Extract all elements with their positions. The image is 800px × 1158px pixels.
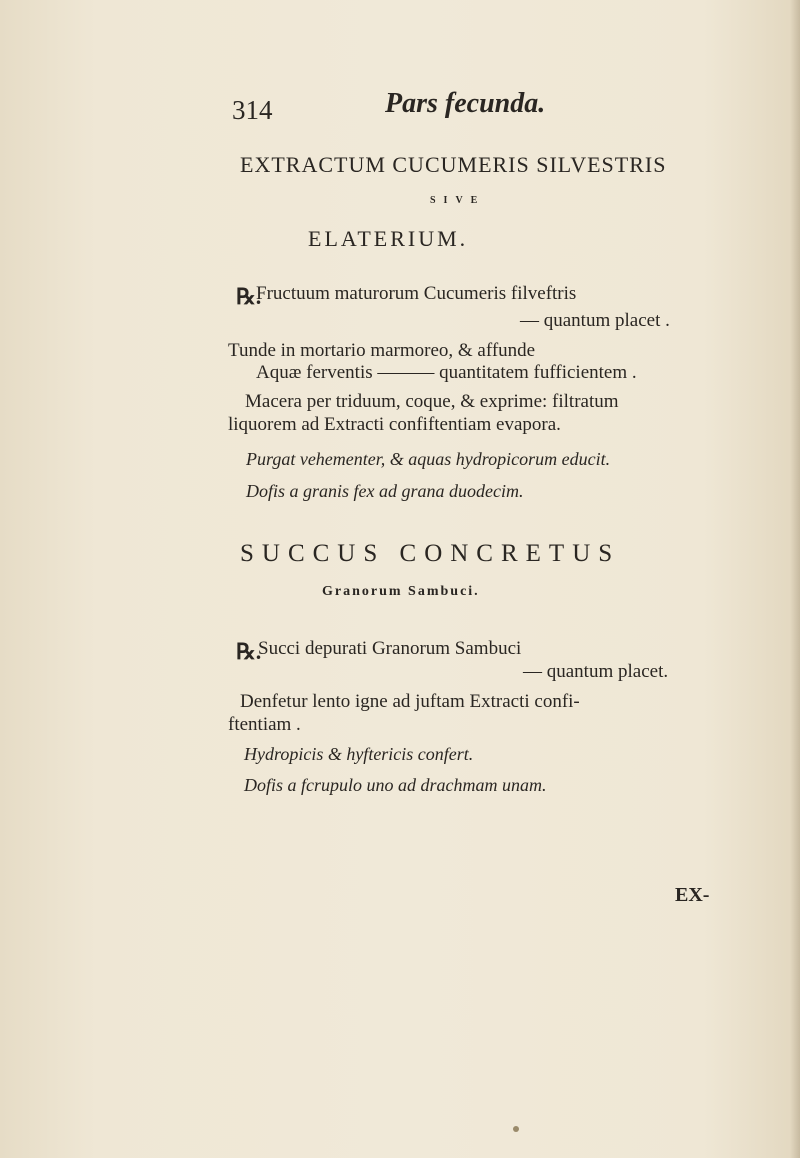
section-title-extractum: EXTRACTUM CUCUMERIS SILVESTRIS <box>240 152 667 177</box>
page-edge-shadow <box>790 0 800 1158</box>
text-line: Aquæ ferventis ——— quantitatem fufficientem . <box>256 362 637 383</box>
section-subtitle-elaterium: ELATERIUM. <box>308 226 469 251</box>
text-line: liquorem ad Extracti confiftentiam evapora. <box>228 414 561 435</box>
section-title-succus: SUCCUS CONCRETUS <box>240 540 621 567</box>
text-line: Macera per triduum, coque, & exprime: filtratum <box>245 391 619 412</box>
text-line: ftentiam . <box>228 714 301 735</box>
recipe-symbol: ℞. <box>236 284 262 309</box>
text-line: — quantum placet . <box>520 310 670 331</box>
text-line: — quantum placet. <box>523 661 669 682</box>
running-head: Pars fecunda. <box>385 88 546 119</box>
page-number: 314 <box>232 95 273 125</box>
sive-label: SIVE <box>430 195 486 206</box>
italic-line: Dofis a fcrupulo uno ad drachmam unam. <box>244 775 547 795</box>
recipe-symbol: ℞. <box>236 639 262 664</box>
ink-spot <box>513 1126 519 1132</box>
text-line: Succi depurati Granorum Sambuci <box>258 638 522 659</box>
italic-line: Dofis a granis fex ad grana duodecim. <box>246 481 524 501</box>
italic-line: Purgat vehementer, & aquas hydropicorum educit. <box>246 449 611 469</box>
text-line: Tunde in mortario marmoreo, & affunde <box>228 340 536 361</box>
catchword: EX- <box>675 884 710 906</box>
text-line: Denfetur lento igne ad juftam Extracti confi- <box>240 691 580 712</box>
section-subtitle-sambuci: Granorum Sambuci. <box>322 584 480 599</box>
text-line: Fructuum maturorum Cucumeris filveftris <box>256 283 577 304</box>
italic-line: Hydropicis & hyftericis confert. <box>244 744 474 764</box>
